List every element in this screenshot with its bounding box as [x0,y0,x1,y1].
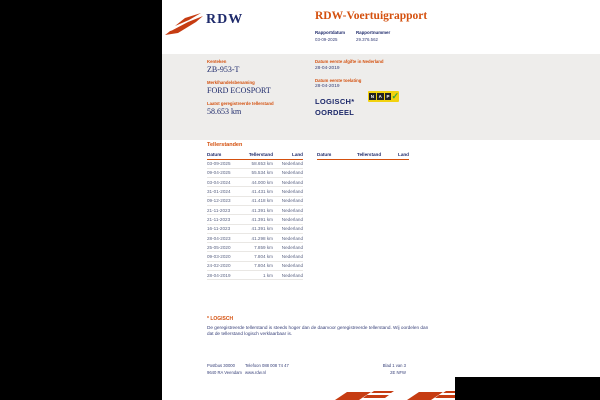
kenteken-value: ZB-953-T [207,65,240,74]
vehicle-info-left [207,59,307,122]
report-date [315,30,348,42]
table-cell: 7.859 km [254,244,273,250]
table-cell: 41.418 km [251,198,273,204]
table-cell: Nederland [281,272,303,278]
bottom-right-black-mask [455,377,600,400]
table-cell: 16-11-2023 [207,226,231,232]
table-cell: Nederland [281,161,303,167]
table-cell: 41.391 km [251,216,273,222]
page-title: RDW-Voertuigrapport [315,10,428,22]
table-cell: 03-09-2025 [207,161,231,167]
report-date-value: 03-09-2025 [315,36,338,42]
table-cell: Nederland [281,244,303,250]
table-row [207,215,303,224]
table-cell: Nederland [281,207,303,213]
table-cell: 09-03-2020 [207,254,231,260]
col-header-datum: Datum [317,152,332,157]
table-cell: 28-04-2019 [207,272,231,278]
tellerstanden-table-left [207,152,303,280]
table-row [207,197,303,206]
footer-postbus: Postbus 30000 [207,363,235,368]
table-cell: 41.298 km [251,235,273,241]
footer-phone: Telefoon 088 008 74 47 [245,363,289,368]
table-cell: Nederland [281,263,303,269]
table-cell: 24-02-2020 [207,263,231,269]
tellerstanden-section [207,142,457,280]
report-number-label: Rapportnummer [356,30,391,35]
table-row [207,271,303,280]
logisch-footnote [207,316,477,338]
vehicle-info-band [162,54,600,140]
table-row [207,160,303,169]
nap-checkmark-icon: ✓ [391,91,399,101]
table-cell: 41.391 km [251,226,273,232]
footnote-heading: * LOGISCH [207,316,234,322]
col-header-datum: Datum [207,152,222,157]
nap-logo [368,91,399,102]
table-header-row [317,152,409,160]
table-cell: 28-04-2023 [207,235,231,241]
vehicle-info-right [315,59,435,118]
report-meta [315,30,398,42]
table-columns-wrap [207,152,457,280]
table-cell: 09-04-2025 [207,170,231,176]
report-date-label: Rapportdatum [315,30,346,35]
table-cell: 03-04-2024 [207,179,231,185]
footer-paging [362,363,406,376]
table-cell: Nederland [281,170,303,176]
table-cell: Nederland [281,198,303,204]
kenteken-label: Kenteken [207,59,227,64]
footer-website: www.rdw.nl [245,369,266,375]
footnote-line-2: dat de tellerstand logisch verklaarbaar is. [207,331,293,336]
table-header-row [207,152,303,160]
tellerstand-value: 58.653 km [207,107,242,116]
table-cell: 44.000 km [251,179,273,185]
footer-contact [245,363,289,376]
table-row [207,178,303,187]
col-header-land: Land [398,152,409,157]
oordeel-label: OORDEEL [315,108,355,117]
table-row [207,225,303,234]
table-row [207,187,303,196]
table-cell: 41.391 km [251,207,273,213]
rdw-report-page [162,0,600,400]
table-title: Tellerstanden [207,142,243,148]
report-number-value: 29.376.562 [356,36,378,42]
footer-address [207,363,242,376]
table-row [207,243,303,252]
table-row [207,206,303,215]
table-cell: Nederland [281,216,303,222]
table-cell: 7.804 km [254,254,273,260]
table-cell: 25-05-2020 [207,244,231,250]
nap-letter-p: P [386,94,390,99]
nap-letter-a: A [378,94,382,99]
table-cell: Nederland [281,254,303,260]
table-cell: 31-01-2024 [207,189,231,195]
nap-letter-n: N [370,94,375,99]
table-cell: 21-11-2023 [207,207,231,213]
table-cell: Nederland [281,226,303,232]
rdw-logo-text: RDW [206,12,244,27]
table-row [207,234,303,243]
table-row [207,262,303,271]
afgifte-label: Datum eerste afgifte in Nederland [315,59,384,64]
table-cell: Nederland [281,189,303,195]
table-row [207,252,303,261]
table-row [207,169,303,178]
toelating-value: 28-04-2019 [315,84,340,89]
footer-page-number: Blad 1 van 3 [382,363,406,368]
table-cell: 58.653 km [251,161,273,167]
footnote-body [207,325,477,338]
toelating-label: Datum eerste toelating [315,77,362,83]
oordeel-value: LOGISCH* [315,97,355,106]
table-cell: Nederland [281,179,303,185]
table-cell: Nederland [281,235,303,241]
footer-form-code: 2E NFW [390,369,406,375]
table-body [207,160,303,281]
col-header-tellerstand: Tellerstand [357,152,382,157]
tellerstand-label: Laatst geregistreerde tellerstand [207,101,274,106]
merk-label: Merk/handelsbenaming [207,80,255,85]
table-cell: 1 km [263,272,273,278]
tellerstanden-table-right [317,152,409,280]
table-cell: 7.804 km [254,263,273,269]
col-header-tellerstand: Tellerstand [248,152,273,157]
report-number [356,30,390,42]
rdw-eagle-logo-icon [165,13,203,36]
col-header-land: Land [292,152,303,157]
table-cell: 41.431 km [251,189,273,195]
merk-value: FORD ECOSPORT [207,86,271,95]
footer-city: 9640 RA Veendam [207,369,242,375]
table-cell: 55.534 km [251,170,273,176]
table-cell: 21-11-2023 [207,216,231,222]
footnote-line-1: De geregistreerde tellerstand is steeds hoger dan de daarvoor geregistreerde tellerstand. Wij oordelen dan [207,324,429,330]
afgifte-value: 28-04-2019 [315,65,340,71]
table-cell: 09-12-2023 [207,198,231,204]
